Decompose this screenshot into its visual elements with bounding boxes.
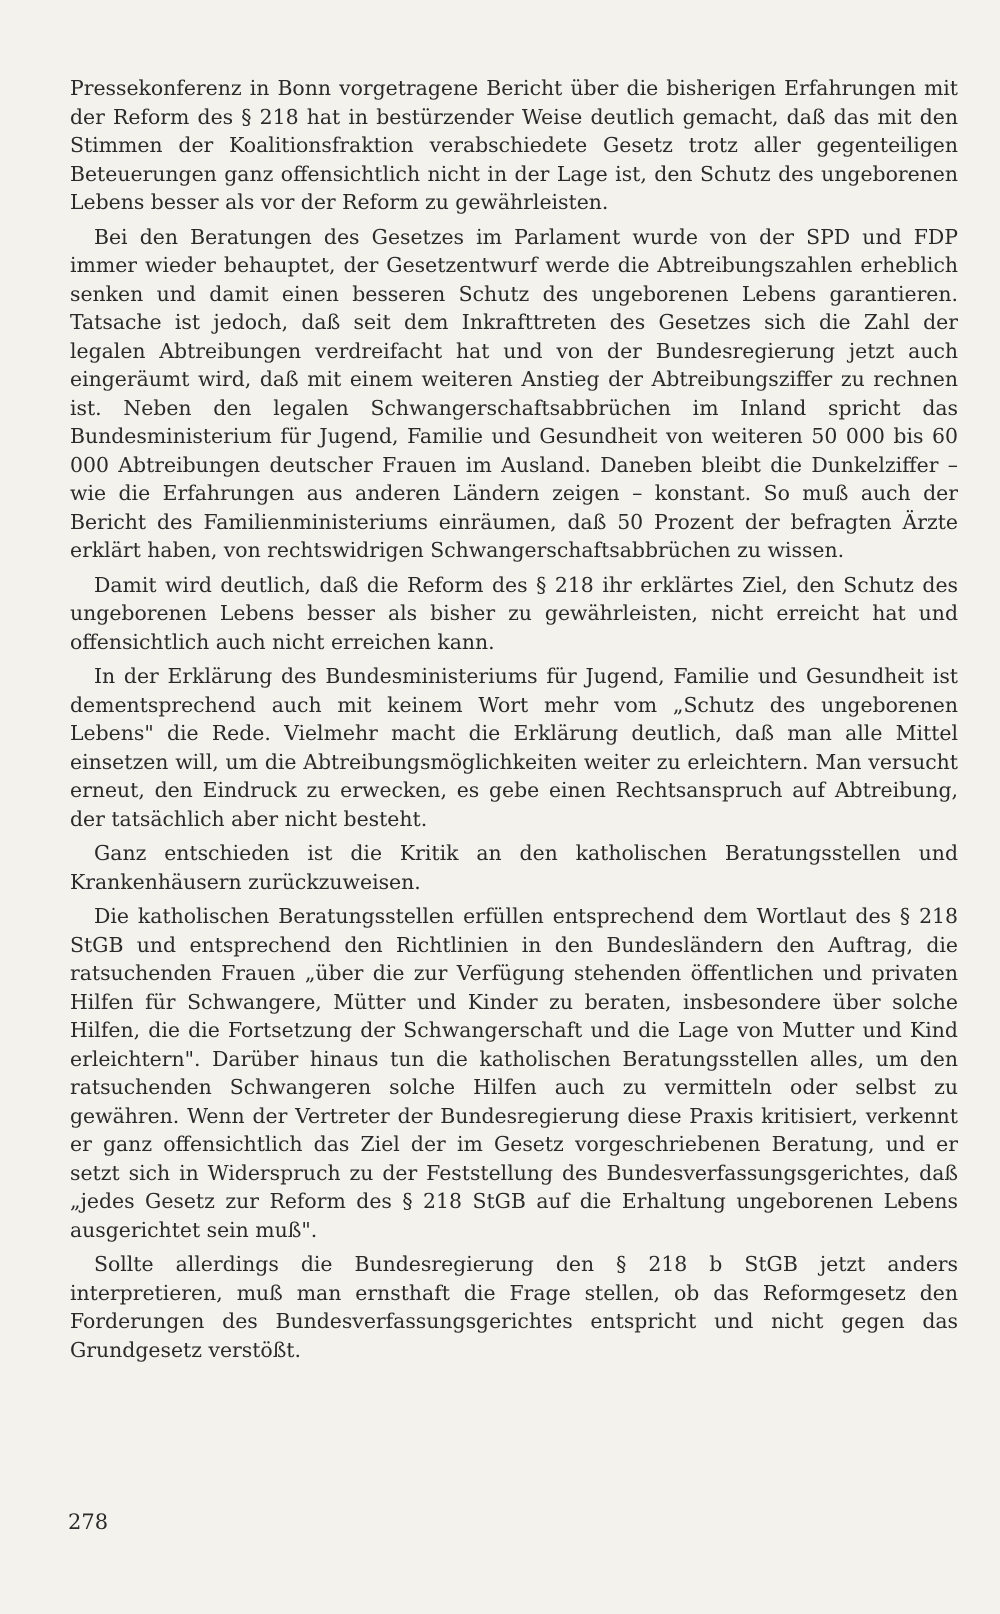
document-body [70,74,958,1370]
paragraph-2: Bei den Beratungen des Gesetzes im Parlament wurde von der SPD und FDP immer wieder behauptet, der Gesetzentwurf werde die Abtreibungszahlen erheblich senken und damit einen besseren Schutz des ungeborenen Lebens garantieren. Tatsache ist jedoch, daß seit dem Inkrafttreten des Gesetzes sich die Zahl der legalen Abtreibungen verdreifacht hat und von der Bundesregierung jetzt auch eingeräumt wird, daß mit einem weiteren Anstieg der Abtreibungsziffer zu rechnen ist. Neben den legalen Schwangerschaftsabbrüchen im Inland spricht das Bundesministerium für Jugend, Familie und Gesundheit von weiteren 50 000 bis 60 000 Abtreibungen deutscher Frauen im Ausland. Daneben bleibt die Dunkelziffer – wie die Erfahrungen aus anderen Ländern zeigen – konstant. So muß auch der Bericht des Familienministeriums einräumen, daß 50 Prozent der befragten Ärzte erklärt haben, von rechtswidrigen Schwangerschaftsabbrüchen zu wissen. [70,224,958,562]
paragraph-1: Pressekonferenz in Bonn vorgetragene Bericht über die bisherigen Erfahrungen mit der Reform des § 218 hat in bestürzender Weise deutlich gemacht, daß das mit den Stimmen der Koalitionsfraktion verabschiedete Gesetz trotz aller gegenteiligen Beteuerungen ganz offensichtlich nicht in der Lage ist, den Schutz des ungeborenen Lebens besser als vor der Reform zu gewährleisten. [70,76,958,214]
page-number: 278 [68,1510,109,1534]
paragraph-6: Die katholischen Beratungsstellen erfüllen entsprechend dem Wortlaut des § 218 StGB und entsprechend den Richtlinien in den Bundesländern den Auftrag, die ratsuchenden Frauen „über die zur Verfügung stehenden öffentlichen und privaten Hilfen für Schwangere, Mütter und Kinder zu beraten, insbesondere über solche Hilfen, die die Fortsetzung der Schwangerschaft und die Lage von Mutter und Kind erleichtern". Darüber hinaus tun die katholischen Beratungsstellen alles, um den ratsuchenden Schwangeren solche Hilfen auch zu vermitteln oder selbst zu gewähren. Wenn der Vertreter der Bundesregierung diese Praxis kritisiert, verkennt er ganz offensichtlich das Ziel der im Gesetz vorgeschriebenen Beratung, und er setzt sich in Widerspruch zu der Feststellung des Bundesverfassungsgerichtes, daß „jedes Gesetz zur Reform des § 218 StGB auf die Erhaltung ungeborenen Lebens ausgerichtet sein muß". [70,904,958,1242]
paragraph-4: In der Erklärung des Bundesministeriums für Jugend, Familie und Gesundheit ist dementsprechend auch mit keinem Wort mehr vom „Schutz des ungeborenen Lebens" die Rede. Vielmehr macht die Erklärung deutlich, daß man alle Mittel einsetzen will, um die Abtreibungsmöglichkeiten weiter zu erleichtern. Man versucht erneut, den Eindruck zu erwecken, es gebe einen Rechtsanspruch auf Abtreibung, der tatsächlich aber nicht besteht. [70,664,958,831]
paragraph-7: Sollte allerdings die Bundesregierung den § 218 b StGB jetzt anders interpretieren, muß man ernsthaft die Frage stellen, ob das Reformgesetz den Forderungen des Bundesverfassungsgerichtes entspricht und nicht gegen das Grundgesetz verstößt. [70,1252,958,1362]
paragraph-5: Ganz entschieden ist die Kritik an den katholischen Beratungsstellen und Krankenhäusern zurückzuweisen. [70,841,958,894]
paragraph-3: Damit wird deutlich, daß die Reform des § 218 ihr erklärtes Ziel, den Schutz des ungeborenen Lebens besser als bisher zu gewährleisten, nicht erreicht hat und offensichtlich auch nicht erreichen kann. [70,572,958,654]
